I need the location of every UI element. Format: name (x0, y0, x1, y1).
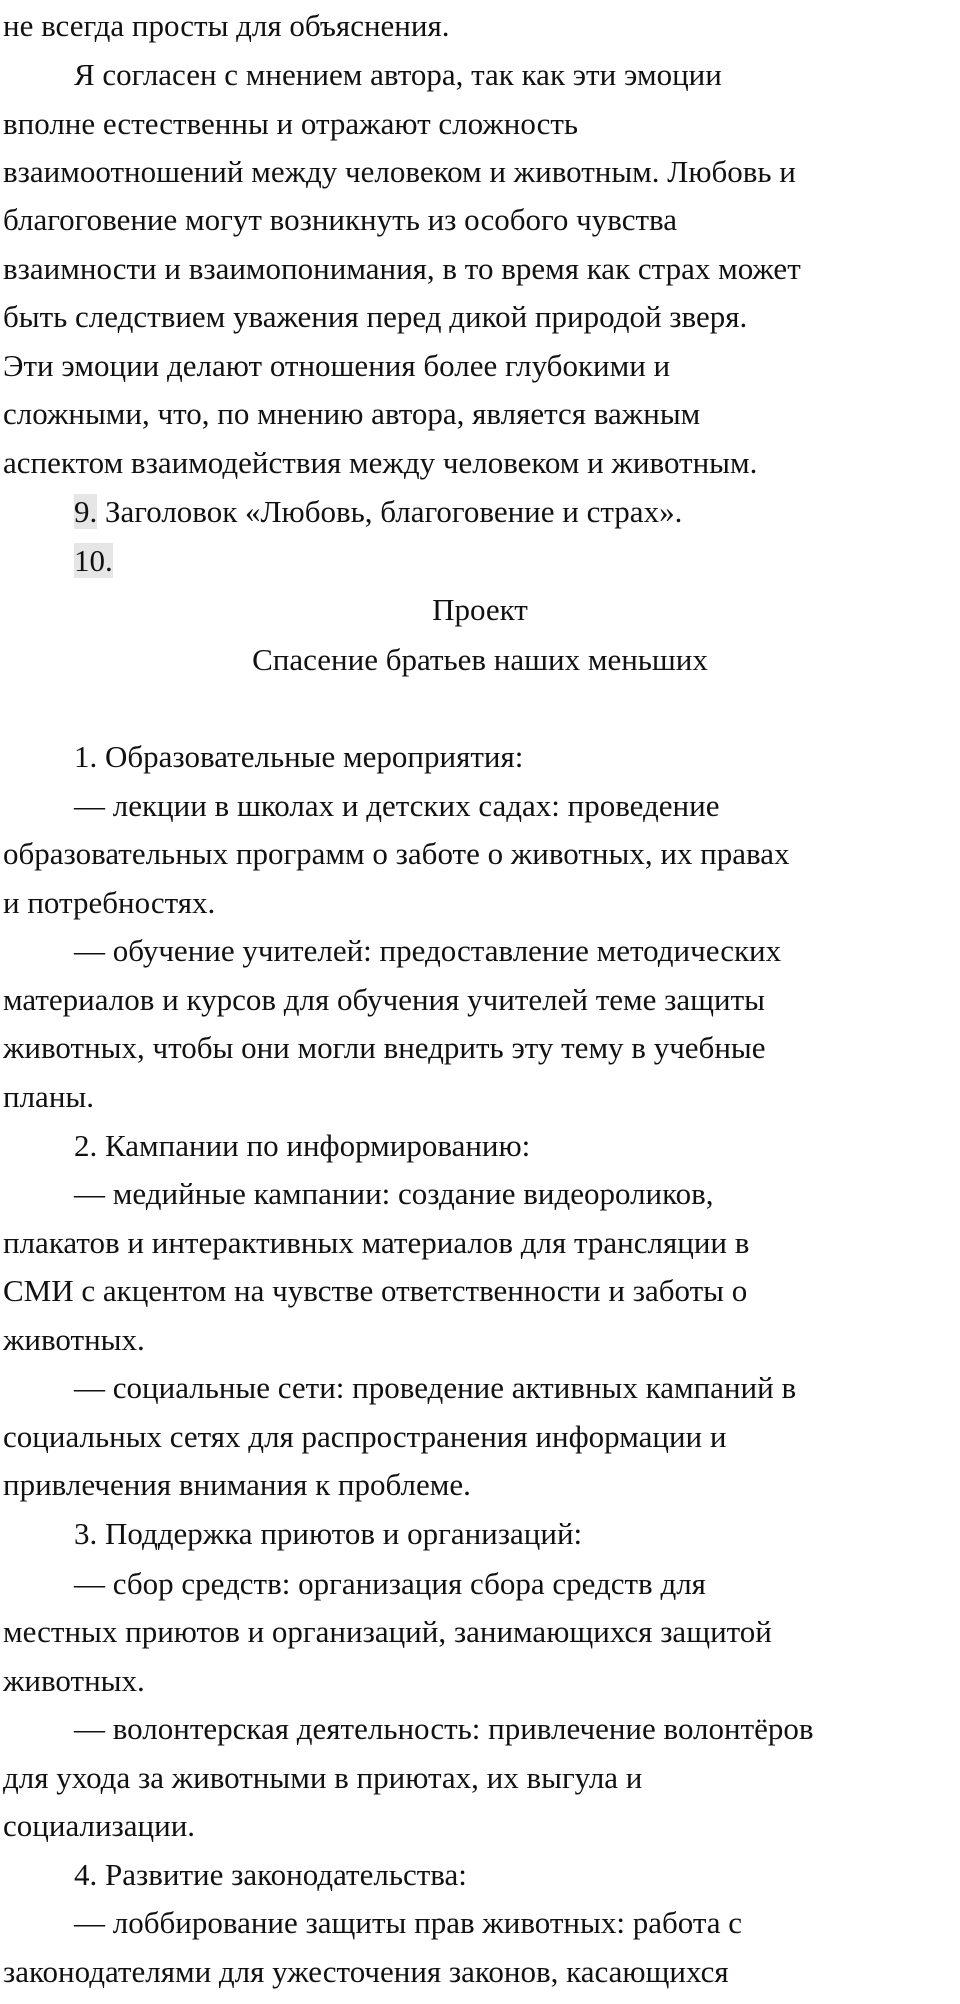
text-line: социальных сетях для распространения информации и (3, 1419, 727, 1454)
answer-number: 10. (74, 543, 113, 578)
text-line: животных. (3, 1663, 145, 1698)
list-item: — медийные кампании: создание видеороликов, (74, 1176, 714, 1211)
text-line: и потребностях. (3, 885, 216, 920)
section-heading: 3. Поддержка приютов и организаций: (74, 1516, 583, 1551)
text-line: планы. (3, 1079, 94, 1114)
section-heading: 2. Кампании по информированию: (74, 1128, 531, 1163)
text-line: местных приютов и организаций, занимающихся защитой (3, 1614, 772, 1649)
text-line: образовательных программ о заботе о животных, их правах (3, 836, 790, 871)
text-line: вполне естественны и отражают сложность (3, 106, 579, 141)
list-item: — обучение учителей: предоставление методических (74, 933, 782, 968)
paragraph-start: Я согласен с мнением автора, так как эти эмоции (74, 57, 722, 92)
text-line: материалов и курсов для обучения учителей теме защиты (3, 982, 765, 1017)
text-line: плакатов и интерактивных материалов для трансляции в (3, 1225, 750, 1260)
answer-10 (74, 541, 113, 581)
text-line: быть следствием уважения перед дикой природой зверя. (3, 299, 748, 334)
text-line: аспектом взаимодействия между человеком и животным. (3, 445, 758, 480)
answer-text: Заголовок «Любовь, благоговение и страх». (97, 494, 683, 529)
text-line: СМИ с акцентом на чувстве ответственности и заботы о (3, 1273, 748, 1308)
text-line: благоговение могут возникнуть из особого чувства (3, 202, 678, 237)
list-item: — лоббирование защиты прав животных: работа с (74, 1905, 743, 1940)
text-line: не всегда просты для объяснения. (3, 8, 450, 43)
list-item: — волонтерская деятельность: привлечение волонтёров (74, 1711, 814, 1746)
list-item: — лекции в школах и детских садах: проведение (74, 788, 720, 823)
list-item: — социальные сети: проведение активных кампаний в (74, 1370, 797, 1405)
text-line: для ухода за животными в приютах, их выгула и (3, 1760, 643, 1795)
text-line: взаимоотношений между человеком и животным. Любовь и (3, 154, 796, 189)
project-title: Спасение братьев наших меньших (252, 642, 708, 677)
section-heading: 1. Образовательные мероприятия: (74, 739, 524, 774)
text-line: животных. (3, 1322, 145, 1357)
answer-number: 9. (74, 494, 98, 529)
text-line: Эти эмоции делают отношения более глубокими и (3, 348, 671, 383)
text-line: животных, чтобы они могли внедрить эту тему в учебные (3, 1030, 766, 1065)
answer-9 (74, 492, 682, 532)
text-line: сложными, что, по мнению автора, является важным (3, 396, 701, 431)
list-item: — сбор средств: организация сбора средств для (74, 1566, 706, 1601)
text-line: социализации. (3, 1808, 196, 1843)
text-line: привлечения внимания к проблеме. (3, 1467, 471, 1502)
text-line: взаимности и взаимопонимания, в то время как страх может (3, 251, 801, 286)
section-heading: 4. Развитие законодательства: (74, 1857, 467, 1892)
project-heading: Проект (432, 592, 528, 627)
text-line: законодателями для ужесточения законов, касающихся (3, 1954, 729, 1989)
